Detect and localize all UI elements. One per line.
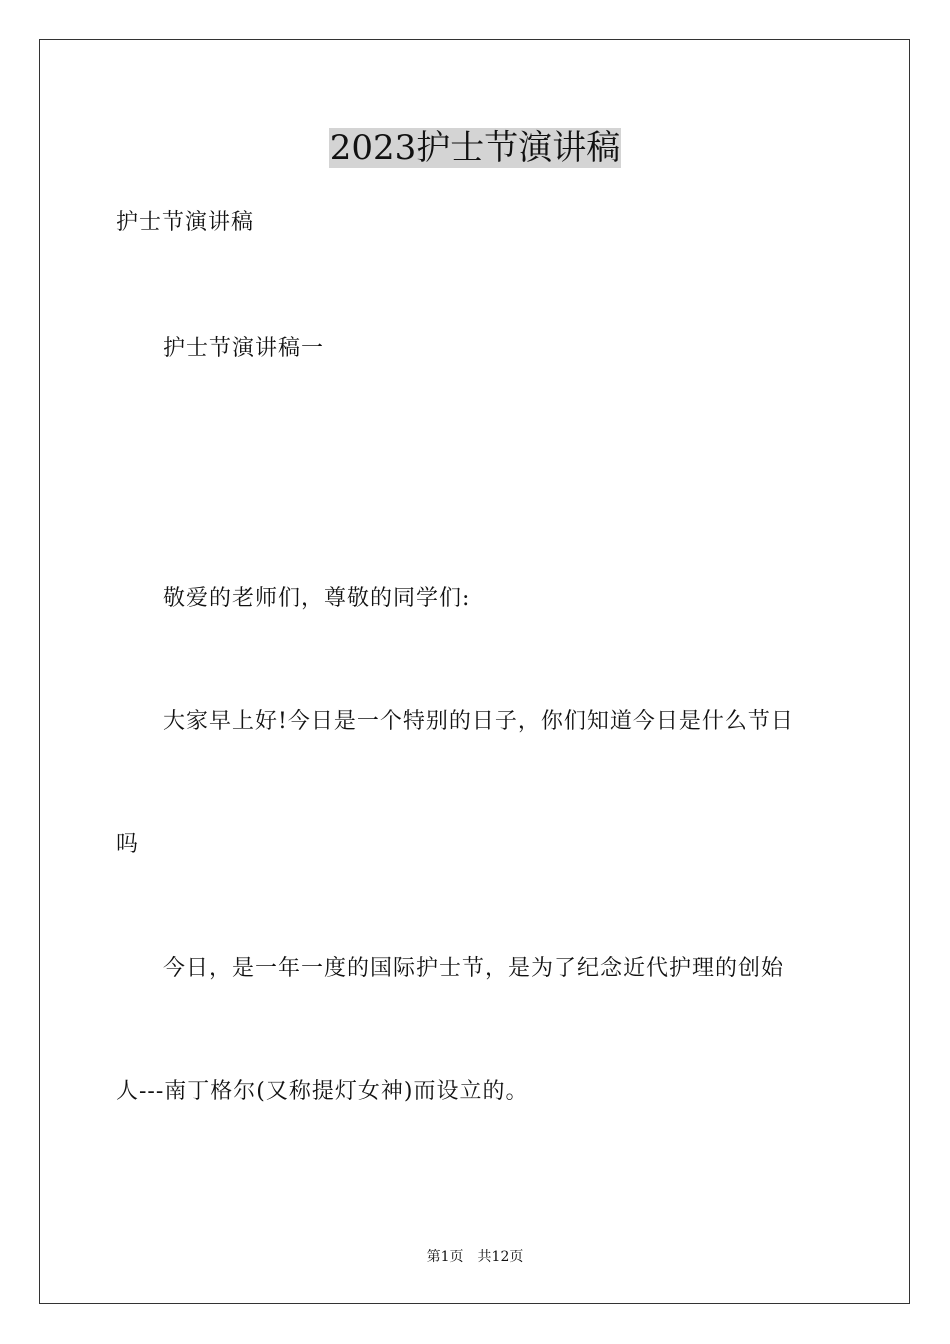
document-subtitle: 护士节演讲稿 [116,210,255,235]
total-page-count: 共12页 [477,1249,524,1265]
document-title-text: 2023护士节演讲稿 [329,128,621,168]
paragraph-line: 人---南丁格尔(又称提灯女神)而设立的。 [116,1079,529,1104]
paragraph-line: 今日，是一年一度的国际护士节，是为了纪念近代护理的创始 [163,956,785,981]
paragraph-line: 吗 [116,832,140,857]
page-footer [0,1248,950,1266]
section-heading: 护士节演讲稿一 [163,336,325,361]
current-page-number: 第1页 [426,1249,464,1265]
paragraph-greeting: 敬爱的老师们，尊敬的同学们: [163,586,471,611]
paragraph-line: 大家早上好!今日是一个特别的日子，你们知道今日是什么节日 [163,709,794,734]
document-title [0,128,950,168]
